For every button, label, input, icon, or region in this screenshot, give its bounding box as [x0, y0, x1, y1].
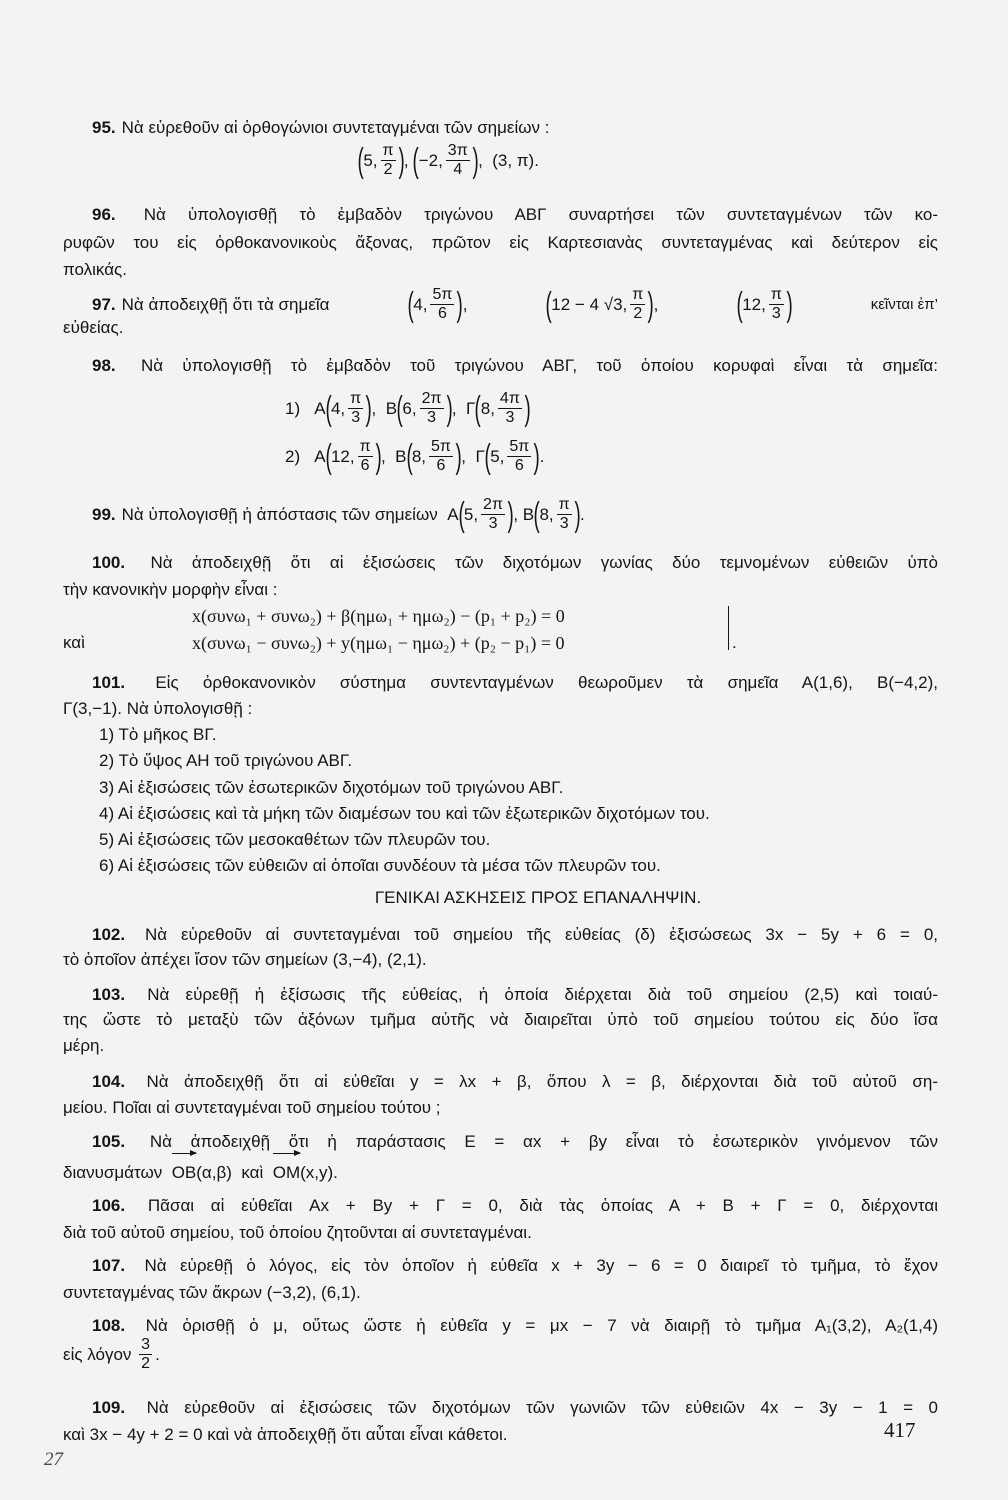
- exercise-number: 100.: [92, 553, 126, 572]
- coord: 5,: [363, 150, 378, 170]
- exercise-107: [92, 1254, 938, 1278]
- vector-OB: OB: [172, 1161, 197, 1185]
- page-number: 417: [884, 1418, 916, 1442]
- exercise-96-line: πολικάς.: [63, 260, 127, 279]
- list-item: 2) Τὸ ὕψος ΑΗ τοῦ τριγώνου ΑΒΓ.: [99, 751, 353, 770]
- list-item: 3) Αἱ ἐξισώσεις τῶν ἐσωτερικῶν διχοτόμων τοῦ τριγώνου ΑΒΓ.: [99, 778, 564, 797]
- exercise-98-case-2: 2) Α ( 12, π 6 ) , Β ( 8, 5π 6 ) , Γ ( 5, 5π 6 ) .: [285, 437, 545, 476]
- exercise-number: 101.: [92, 673, 126, 692]
- fraction: π 3: [558, 496, 570, 532]
- exercise-text: Νὰ ἀποδειχθῇ ὅτι τὰ σημεῖα: [121, 294, 330, 314]
- exercise-text: Εἰς ὀρθοκανονικὸν σύστημα συντενταγμένων θεωροῦμεν τὰ σημεῖα Α(1,6), Β(−4,2),: [155, 673, 938, 692]
- equation-end: .: [732, 633, 737, 652]
- exercise-95: [92, 116, 550, 140]
- fraction: 5π 6: [431, 438, 451, 474]
- fraction: π 2: [382, 142, 394, 178]
- fraction: 3 2: [141, 1336, 151, 1372]
- exercise-number: 96.: [92, 205, 116, 224]
- exercise-105-line: διανυσμάτων OB(α,β) καὶ OM(x,y).: [63, 1161, 338, 1185]
- exercise-101-line: Γ(3,−1). Νὰ ὑπολογισθῇ :: [63, 699, 253, 718]
- exercise-103-line: της ὥστε τὸ μεταξὺ τῶν ἀξόνων τμῆμα αὐτῆς νὰ διαιρεῖται ὑπὸ τοῦ σημείου τούτου εἰς δύο ἴσα: [63, 1010, 938, 1029]
- fraction: 4π 3: [499, 390, 520, 426]
- exercise-number: 99.: [92, 504, 116, 524]
- list-item: 5) Αἱ ἐξισώσεις τῶν μεσοκαθέτων τῶν πλευρῶν του.: [99, 830, 491, 849]
- exercise-100: [92, 551, 938, 575]
- fraction: 2π 3: [421, 390, 442, 426]
- exercise-text: Νὰ ὑπολογισθῇ τὸ ἐμβαδὸν τριγώνου ΑΒΓ συναρτήσει τῶν συντεταγμένων τῶν κο-: [143, 205, 938, 224]
- exercise-109: [92, 1396, 938, 1420]
- exercise-number: 105.: [92, 1132, 126, 1151]
- exercise-number: 98.: [92, 356, 116, 375]
- exercise-97: 97. Νὰ ἀποδειχθῇ ὅτι τὰ σημεῖα ( 4, 5π 6 ) , ( 12 − 4 √3, π 2 ) , ( 12, π 3 ) κεῖνται ἐπ’: [92, 285, 938, 324]
- exercise-104-line: μείου. Ποῖαι αἱ συντεταγμέναι τοῦ σημείου τούτου ;: [63, 1098, 441, 1117]
- exercise-text: Νὰ εὑρεθῇ ἡ ἐξίσωσις τῆς εὐθείας, ἡ ὁποία διέρχεται διὰ τοῦ σημείου (2,5) καὶ τοιαύ-: [147, 985, 938, 1004]
- exercise-text: Πᾶσαι αἱ εὐθεῖαι Ax + By + Γ = 0, διὰ τὰς ὁποίας Α + Β + Γ = 0, διέρχονται: [147, 1196, 938, 1215]
- vector-OM: OM: [273, 1161, 300, 1185]
- exercise-number: 109.: [92, 1398, 126, 1417]
- exercise-106: [92, 1194, 938, 1218]
- exercise-number: 108.: [92, 1316, 126, 1335]
- coord: (3, π).: [492, 150, 539, 170]
- exercise-108-line: εἰς λόγον 3 2 .: [63, 1336, 160, 1372]
- exercise-number: 95.: [92, 118, 116, 137]
- brace-icon: [722, 606, 729, 650]
- exercise-text: Νὰ ἀποδειχθῇ ὅτι ἡ παράστασις Ε = αx + βy εἶναι τὸ ἐσωτερικὸν γινόμενον τῶν: [149, 1132, 938, 1151]
- exercise-103-line: μέρη.: [63, 1036, 105, 1055]
- exercise-number: 102.: [92, 925, 126, 944]
- exercise-105: [92, 1130, 938, 1154]
- exercise-text: Νὰ ἀποδειχθῇ ὅτι αἱ ἐξισώσεις τῶν διχοτόμων γωνίας δύο τεμνομένων εὐθειῶν ὑπὸ: [150, 553, 938, 572]
- exercise-97-line: εὐθείας.: [63, 318, 124, 337]
- section-heading: ΓΕΝΙΚΑΙ ΑΣΚΗΣΕΙΣ ΠΡΟΣ ΕΠΑΝΑΛΗΨΙΝ.: [374, 888, 702, 907]
- exercise-95-points: ( 5, π 2 ) , ( −2, 3π 4 ) , (3, π).: [357, 141, 539, 180]
- list-item: 1) Τὸ μῆκος ΒΓ.: [99, 725, 217, 744]
- exercise-96: [92, 203, 938, 227]
- exercise-text: Νὰ ὁρισθῇ ὁ μ, οὕτως ὥστε ἡ εὐθεῖα y = μx − 7 νὰ διαιρῇ τὸ τμῆμα Α₁(3,2), Α₂(1,4): [145, 1316, 938, 1335]
- exercise-number: 97.: [92, 294, 116, 314]
- exercise-109-line: καὶ 3x − 4y + 2 = 0 καὶ νὰ ἀποδειχθῇ ὅτι αὗται εἶναι κάθετοι.: [63, 1425, 508, 1444]
- exercise-104: [92, 1070, 938, 1094]
- exercise-107-line: συντεταγμένας τῶν ἄκρων (−3,2), (6,1).: [63, 1283, 361, 1302]
- exercise-text: Νὰ ὑπολογισθῇ ἡ ἀπόστασις τῶν σημείων: [121, 504, 438, 524]
- list-item: 4) Αἱ ἐξισώσεις καὶ τὰ μήκη τῶν διαμέσων του καὶ τῶν ἐξωτερικῶν διχοτόμων του.: [99, 804, 710, 823]
- exercise-108: [92, 1314, 938, 1338]
- coord: −2,: [418, 150, 443, 170]
- fraction: 5π 6: [509, 438, 530, 474]
- signature-mark: 27: [44, 1449, 63, 1470]
- exercise-98-case-1: 1) Α ( 4, π 3 ) , Β ( 6, 2π 3 ) , Γ ( 8, 4π 3 ): [285, 389, 531, 428]
- fraction: π 3: [770, 286, 782, 322]
- exercise-number: 104.: [92, 1072, 126, 1091]
- exercise-103: [92, 983, 938, 1007]
- exercise-96-line: ρυφῶν του εἰς ὀρθοκανονικοὺς ἄξονας, πρῶτον εἰς Καρτεσιανὰς συντεταγμένας καὶ δεύτερον εἰς: [63, 233, 938, 252]
- exercise-text: Νὰ εὑρεθῇ ὁ λόγος, εἰς τὸν ὁποῖον ἡ εὐθεῖα x + 3y − 6 = 0 διαιρεῖ τὸ τμῆμα, τὸ ἔχον: [144, 1256, 938, 1275]
- exercise-101: [92, 671, 938, 695]
- equation-2: x(συνω₁ − συνω₂) + y(ημω₁ − ημω₂) + (p₂ − p₁) = 0: [192, 633, 565, 653]
- fraction: π 3: [350, 390, 362, 426]
- exercise-102: [92, 923, 938, 947]
- fraction: 5π 6: [432, 286, 453, 322]
- fraction: 3π 4: [447, 142, 468, 178]
- exercise-number: 107.: [92, 1256, 126, 1275]
- list-item: 6) Αἱ ἐξισώσεις τῶν εὐθειῶν αἱ ὁποῖαι συνδέουν τὰ μέσα τῶν πλευρῶν του.: [99, 856, 661, 875]
- fraction: π 6: [359, 438, 371, 474]
- exercise-number: 106.: [92, 1196, 126, 1215]
- exercise-text: Νὰ εὑρεθοῦν αἱ ὀρθογώνιοι συντεταγμέναι τῶν σημείων :: [121, 118, 550, 137]
- fraction: π 2: [632, 286, 644, 322]
- fraction: 2π 3: [483, 496, 503, 532]
- exercise-text: Νὰ εὑρεθοῦν αἱ συντεταγμέναι τοῦ σημείου τῆς εὐθείας (δ) ἐξισώσεως 3x − 5y + 6 = 0,: [144, 925, 938, 944]
- exercise-text: Νὰ εὑρεθοῦν αἱ ἐξισώσεις τῶν διχοτόμων τῶν γωνιῶν τῶν εὐθειῶν 4x − 3y − 1 = 0: [146, 1398, 938, 1417]
- exercise-number: 103.: [92, 985, 126, 1004]
- exercise-text: Νὰ ὑπολογισθῇ τὸ ἐμβαδὸν τοῦ τριγώνου ΑΒΓ, τοῦ ὁποίου κορυφαὶ εἶναι τὰ σημεῖα:: [140, 356, 938, 375]
- equation-1: x(συνω₁ + συνω₂) + β(ημω₁ + ημω₂) − (p₁ + p₂) = 0: [192, 606, 565, 626]
- exercise-text: Νὰ ἀποδειχθῇ ὅτι αἱ εὐθεῖαι y = λx + β, ὅπου λ = β, διέρχονται διὰ τοῦ αὐτοῦ ση-: [146, 1072, 938, 1091]
- exercise-99: 99. Νὰ ὑπολογισθῇ ἡ ἀπόστασις τῶν σημείων Α ( 5, 2π 3 ) , Β ( 8, π 3 ) .: [92, 495, 585, 534]
- exercise-102-line: τὸ ὁποῖον ἀπέχει ἴσον τῶν σημείων (3,−4), (2,1).: [63, 950, 427, 969]
- exercise-100-line: τὴν κανονικὴν μορφὴν εἶναι :: [63, 580, 278, 599]
- exercise-106-line: διὰ τοῦ αὐτοῦ σημείου, τοῦ ὁποίου ζητοῦνται αἱ συντεταγμέναι.: [63, 1223, 532, 1242]
- exercise-98: [92, 354, 938, 378]
- conjunction: καὶ: [63, 633, 85, 652]
